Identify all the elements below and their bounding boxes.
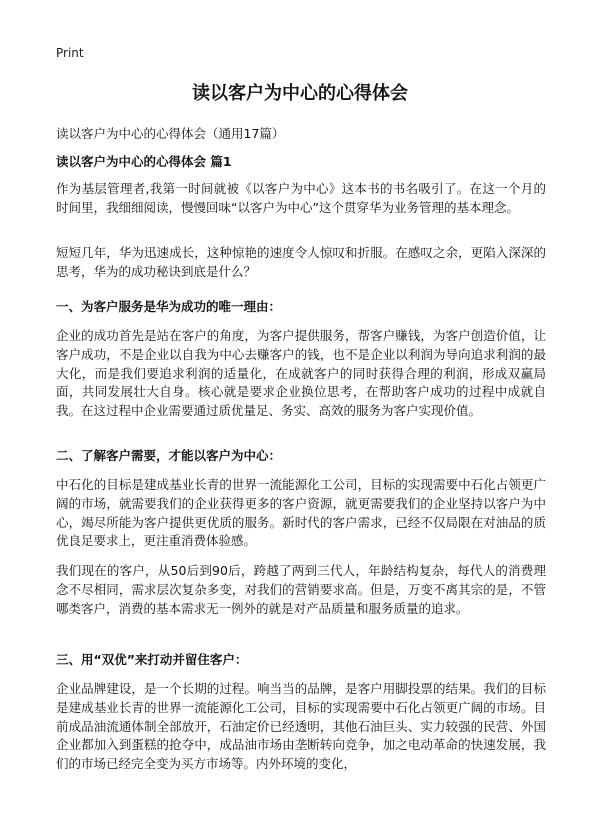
- section-heading-3: 三、用“双优”来打动并留住客户：: [56, 652, 248, 667]
- paragraph-intro-1: 作为基层管理者,我第一时间就被《以客户为中心》这本书的书名吸引了。在这一个月的时间里，我细细阅读，慢慢回味“以客户为中心”这个贯穿华为业务管理的基本理念。: [56, 181, 546, 215]
- page-title: 读以客户为中心的心得体会: [192, 83, 408, 104]
- paragraph-section2-2: 我们现在的客户，从50后到90后，跨越了两到三代人，年龄结构复杂，每代人的消费理念不尽相同，需求层次复杂多变，对我们的营销要求高。但是，万变不离其宗的是，不管哪类客户，消费的基本需求无一例外的就是对产品质量和服务质量的追求。: [56, 563, 546, 616]
- paragraph-section3-1: 企业品牌建设，是一个长期的过程。响当当的品牌，是客户用脚投票的结果。我们的目标是建成基业长青的世界一流能源化工公司，目标的实现需要中石化占领更广阔的市场。目前成品油流通体制全部放开，石油定价已经透明，其他石油巨头、实力较强的民营、外国企业都加入到蛋糕的抢夺中，成品油市场由垄断转向竞争，加之电动革命的快速发展，我们的市场已经完全变为买方市场等。内外环境的变化，: [56, 681, 546, 772]
- paragraph-section2-1: 中石化的目标是建成基业长青的世界一流能源化工公司，目标的实现需要中石化占领更广阔的市场，就需要我们的企业获得更多的客户资源，就更需要我们的企业坚持以客户为中心，竭尽所能为客户提供更优质的服务。新时代的客户需求，已经不仅局限在对油品的质优良足要求上，更注重消费体验感。: [56, 477, 546, 549]
- print-label[interactable]: Print: [56, 46, 84, 60]
- section-heading-2: 二、了解客户需要，才能以客户为中心：: [56, 448, 282, 463]
- section-heading-1: 一、为客户服务是华为成功的唯一理由：: [56, 299, 282, 314]
- paragraph-intro-2: 短短几年，华为迅速成长，这种惊艳的速度令人惊叹和折服。在感叹之余，更陷入深深的思考，华为的成功秘诀到底是什么？: [56, 245, 546, 279]
- paragraph-section1-1: 企业的成功首先是站在客户的角度，为客户提供服务，帮客户赚钱，为客户创造价值，让客户成功，不是企业以自我为中心去赚客户的钱，也不是企业以利润为导向追求利润的最大化，而是我们要追求利润的适量化，在成就客户的同时获得合理的利润，形成双赢局面，共同发展壮大自身。核心就是要求企业换位思考，在帮助客户成功的过程中成就自我。在这过程中企业需要通过质优量足、务实、高效的服务为客户实现价值。: [56, 328, 546, 419]
- document-subtitle: 读以客户为中心的心得体会（通用17篇）: [56, 126, 285, 141]
- article-heading: 读以客户为中心的心得体会 篇1: [56, 154, 232, 169]
